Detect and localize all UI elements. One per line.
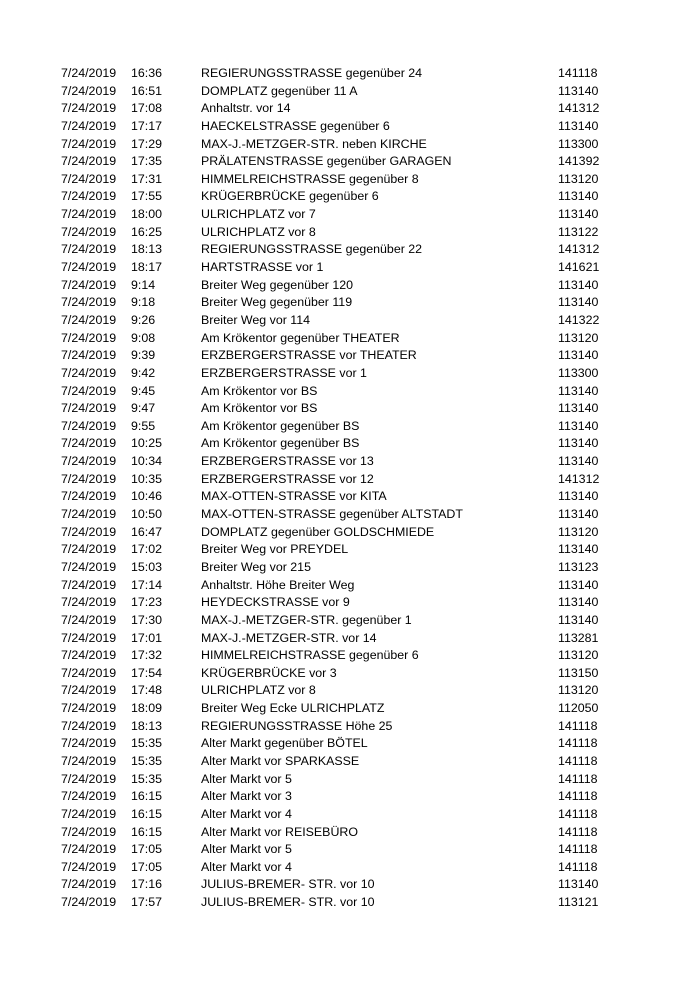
time-cell: 18:17	[131, 260, 163, 275]
location-cell: Alter Markt gegenüber BÖTEL	[201, 736, 368, 751]
location-cell: HEYDECKSTRASSE vor 9	[201, 595, 350, 610]
table-row	[0, 894, 700, 912]
date-cell: 7/24/2019	[61, 242, 117, 257]
date-cell: 7/24/2019	[61, 136, 117, 151]
location-cell: Alter Markt vor 3	[201, 789, 292, 804]
time-cell: 9:14	[131, 277, 156, 292]
date-cell: 7/24/2019	[61, 66, 117, 80]
code-cell: 113120	[558, 524, 599, 539]
code-cell: 112050	[558, 701, 599, 716]
code-cell: 141118	[558, 789, 598, 804]
table-row	[0, 700, 700, 718]
data-table	[0, 65, 700, 912]
location-cell: MAX-OTTEN-STRASSE gegenüber ALTSTADT	[201, 507, 463, 522]
table-row	[0, 718, 700, 736]
table-row	[0, 524, 700, 542]
time-cell: 10:46	[131, 489, 163, 504]
location-cell: REGIERUNGSSTRASSE gegenüber 24	[201, 66, 423, 80]
date-cell: 7/24/2019	[61, 295, 117, 310]
date-cell: 7/24/2019	[61, 753, 117, 768]
time-cell: 15:35	[131, 736, 163, 751]
time-cell: 17:32	[131, 648, 163, 663]
table-row	[0, 347, 700, 365]
code-cell: 141312	[558, 471, 600, 486]
code-cell: 113122	[558, 224, 599, 239]
date-cell: 7/24/2019	[61, 83, 117, 98]
table-row	[0, 735, 700, 753]
date-cell: 7/24/2019	[61, 207, 117, 222]
time-cell: 9:18	[131, 295, 156, 310]
code-cell: 141118	[558, 66, 598, 80]
code-cell: 113140	[558, 612, 599, 627]
code-cell: 141118	[558, 842, 598, 857]
code-cell: 113120	[558, 330, 599, 345]
code-cell: 113121	[558, 895, 599, 910]
code-cell: 113140	[558, 401, 599, 416]
table-row	[0, 365, 700, 383]
date-cell: 7/24/2019	[61, 771, 117, 786]
location-cell: HAECKELSTRASSE gegenüber 6	[201, 118, 390, 133]
location-cell: ERZBERGERSTRASSE vor 12	[201, 471, 374, 486]
code-cell: 113140	[558, 489, 599, 504]
date-cell: 7/24/2019	[61, 895, 117, 910]
date-cell: 7/24/2019	[61, 842, 117, 857]
time-cell: 17:08	[131, 101, 163, 116]
code-cell: 141118	[558, 718, 598, 733]
code-cell: 113140	[558, 507, 599, 522]
code-cell: 113140	[558, 277, 599, 292]
date-cell: 7/24/2019	[61, 101, 117, 116]
time-cell: 17:29	[131, 136, 163, 151]
location-cell: MAX-J.-METZGER-STR. gegenüber 1	[201, 612, 412, 627]
code-cell: 141118	[558, 753, 598, 768]
time-cell: 18:09	[131, 701, 163, 716]
table-row	[0, 171, 700, 189]
location-cell: JULIUS-BREMER- STR. vor 10	[201, 877, 375, 892]
time-cell: 10:50	[131, 507, 163, 522]
date-cell: 7/24/2019	[61, 877, 117, 892]
code-cell: 113140	[558, 877, 599, 892]
time-cell: 15:35	[131, 753, 163, 768]
code-cell: 113140	[558, 577, 599, 592]
location-cell: Breiter Weg gegenüber 119	[201, 295, 353, 310]
time-cell: 17:31	[131, 171, 163, 186]
code-cell: 141118	[558, 736, 598, 751]
date-cell: 7/24/2019	[61, 154, 117, 169]
date-cell: 7/24/2019	[61, 383, 117, 398]
date-cell: 7/24/2019	[61, 789, 117, 804]
code-cell: 113281	[558, 630, 599, 645]
location-cell: Am Krökentor vor BS	[201, 401, 318, 416]
time-cell: 9:45	[131, 383, 156, 398]
table-row	[0, 577, 700, 595]
code-cell: 141118	[558, 859, 598, 874]
date-cell: 7/24/2019	[61, 859, 117, 874]
date-cell: 7/24/2019	[61, 454, 117, 469]
date-cell: 7/24/2019	[61, 312, 117, 327]
table-row	[0, 488, 700, 506]
table-row	[0, 277, 700, 295]
location-cell: Alter Markt vor 5	[201, 842, 292, 857]
table-row	[0, 383, 700, 401]
time-cell: 9:26	[131, 312, 156, 327]
code-cell: 113140	[558, 383, 599, 398]
table-row	[0, 824, 700, 842]
table-row	[0, 136, 700, 154]
code-cell: 113140	[558, 348, 599, 363]
date-cell: 7/24/2019	[61, 330, 117, 345]
date-cell: 7/24/2019	[61, 824, 117, 839]
date-cell: 7/24/2019	[61, 665, 117, 680]
location-cell: DOMPLATZ gegenüber GOLDSCHMIEDE	[201, 524, 435, 539]
code-cell: 141118	[558, 806, 598, 821]
date-cell: 7/24/2019	[61, 736, 117, 751]
table-row	[0, 682, 700, 700]
location-cell: Breiter Weg Ecke ULRICHPLATZ	[201, 701, 385, 716]
location-cell: ERZBERGERSTRASSE vor 13	[201, 454, 374, 469]
code-cell: 113140	[558, 295, 599, 310]
table-row	[0, 65, 700, 83]
location-cell: Alter Markt vor REISEBÜRO	[201, 824, 358, 839]
time-cell: 17:01	[131, 630, 163, 645]
location-cell: Anhaltstr. vor 14	[201, 101, 291, 116]
time-cell: 15:03	[131, 559, 163, 574]
date-cell: 7/24/2019	[61, 224, 117, 239]
table-row	[0, 312, 700, 330]
date-cell: 7/24/2019	[61, 471, 117, 486]
code-cell: 113120	[558, 171, 599, 186]
time-cell: 17:57	[131, 895, 163, 910]
code-cell: 113140	[558, 83, 599, 98]
table-row	[0, 100, 700, 118]
table-row	[0, 806, 700, 824]
location-cell: KRÜGERBRÜCKE vor 3	[201, 665, 337, 680]
code-cell: 141392	[558, 154, 600, 169]
time-cell: 18:13	[131, 718, 163, 733]
code-cell: 113140	[558, 542, 599, 557]
code-cell: 141312	[558, 242, 600, 257]
location-cell: Breiter Weg vor PREYDEL	[201, 542, 349, 557]
date-cell: 7/24/2019	[61, 718, 117, 733]
location-cell: Am Krökentor gegenüber BS	[201, 418, 360, 433]
date-cell: 7/24/2019	[61, 701, 117, 716]
code-cell: 141312	[558, 101, 600, 116]
table-row	[0, 612, 700, 630]
table-row	[0, 506, 700, 524]
table-row	[0, 753, 700, 771]
code-cell: 113140	[558, 118, 599, 133]
location-cell: ULRICHPLATZ vor 8	[201, 224, 316, 239]
location-cell: MAX-J.-METZGER-STR. vor 14	[201, 630, 377, 645]
date-cell: 7/24/2019	[61, 683, 117, 698]
table-row	[0, 665, 700, 683]
date-cell: 7/24/2019	[61, 507, 117, 522]
table-row	[0, 471, 700, 489]
code-cell: 113140	[558, 189, 599, 204]
time-cell: 17:14	[131, 577, 163, 592]
location-cell: ERZBERGERSTRASSE vor THEATER	[201, 348, 417, 363]
code-cell: 113150	[558, 665, 599, 680]
time-cell: 16:15	[131, 789, 163, 804]
time-cell: 17:02	[131, 542, 163, 557]
date-cell: 7/24/2019	[61, 260, 117, 275]
date-cell: 7/24/2019	[61, 365, 117, 380]
code-cell: 113300	[558, 365, 599, 380]
table-row	[0, 400, 700, 418]
date-cell: 7/24/2019	[61, 595, 117, 610]
date-cell: 7/24/2019	[61, 542, 117, 557]
table-row	[0, 153, 700, 171]
date-cell: 7/24/2019	[61, 189, 117, 204]
time-cell: 15:35	[131, 771, 163, 786]
location-cell: Am Krökentor vor BS	[201, 383, 318, 398]
date-cell: 7/24/2019	[61, 118, 117, 133]
date-cell: 7/24/2019	[61, 648, 117, 663]
location-cell: JULIUS-BREMER- STR. vor 10	[201, 895, 375, 910]
code-cell: 113140	[558, 436, 599, 451]
time-cell: 17:48	[131, 683, 163, 698]
time-cell: 9:47	[131, 401, 156, 416]
code-cell: 141118	[558, 771, 598, 786]
table-row	[0, 206, 700, 224]
date-cell: 7/24/2019	[61, 612, 117, 627]
date-cell: 7/24/2019	[61, 277, 117, 292]
location-cell: KRÜGERBRÜCKE gegenüber 6	[201, 189, 379, 204]
time-cell: 17:05	[131, 842, 163, 857]
time-cell: 9:08	[131, 330, 156, 345]
table-row	[0, 859, 700, 877]
time-cell: 16:15	[131, 824, 163, 839]
code-cell: 113140	[558, 207, 599, 222]
code-cell: 113120	[558, 683, 599, 698]
table-row	[0, 418, 700, 436]
location-cell: REGIERUNGSSTRASSE gegenüber 22	[201, 242, 423, 257]
time-cell: 17:30	[131, 612, 163, 627]
table-row	[0, 541, 700, 559]
code-cell: 113300	[558, 136, 599, 151]
table-row	[0, 118, 700, 136]
date-cell: 7/24/2019	[61, 577, 117, 592]
code-cell: 113140	[558, 454, 599, 469]
time-cell: 16:25	[131, 224, 163, 239]
code-cell: 113123	[558, 559, 599, 574]
code-cell: 141621	[558, 260, 600, 275]
table-row	[0, 453, 700, 471]
table-row	[0, 841, 700, 859]
location-cell: Breiter Weg gegenüber 120	[201, 277, 354, 292]
time-cell: 16:51	[131, 83, 163, 98]
location-cell: DOMPLATZ gegenüber 11 A	[201, 83, 358, 98]
location-cell: Anhaltstr. Höhe Breiter Weg	[201, 577, 355, 592]
location-cell: Alter Markt vor 4	[201, 859, 292, 874]
table-row	[0, 771, 700, 789]
location-cell: ULRICHPLATZ vor 8	[201, 683, 316, 698]
location-cell: MAX-OTTEN-STRASSE vor KITA	[201, 489, 387, 504]
location-cell: Alter Markt vor 4	[201, 806, 292, 821]
table-row	[0, 559, 700, 577]
table-row	[0, 294, 700, 312]
time-cell: 17:55	[131, 189, 163, 204]
time-cell: 18:13	[131, 242, 163, 257]
code-cell: 141118	[558, 824, 598, 839]
time-cell: 17:54	[131, 665, 163, 680]
table-row	[0, 259, 700, 277]
date-cell: 7/24/2019	[61, 630, 117, 645]
table-row	[0, 435, 700, 453]
time-cell: 10:25	[131, 436, 163, 451]
table-row	[0, 876, 700, 894]
table-row	[0, 241, 700, 259]
location-cell: Am Krökentor gegenüber BS	[201, 436, 360, 451]
location-cell: Breiter Weg vor 114	[201, 312, 311, 327]
table-row	[0, 330, 700, 348]
date-cell: 7/24/2019	[61, 559, 117, 574]
location-cell: PRÄLATENSTRASSE gegenüber GARAGEN	[201, 154, 452, 169]
location-cell: REGIERUNGSSTRASSE Höhe 25	[201, 718, 393, 733]
date-cell: 7/24/2019	[61, 524, 117, 539]
date-cell: 7/24/2019	[61, 348, 117, 363]
time-cell: 18:00	[131, 207, 163, 222]
table-row	[0, 594, 700, 612]
time-cell: 16:15	[131, 806, 163, 821]
date-cell: 7/24/2019	[61, 436, 117, 451]
date-cell: 7/24/2019	[61, 401, 117, 416]
code-cell: 113140	[558, 595, 599, 610]
time-cell: 17:17	[131, 118, 163, 133]
table-row	[0, 83, 700, 101]
time-cell: 9:42	[131, 365, 156, 380]
time-cell: 9:55	[131, 418, 156, 433]
table-row	[0, 224, 700, 242]
time-cell: 16:36	[131, 66, 163, 80]
time-cell: 17:16	[131, 877, 163, 892]
location-cell: HIMMELREICHSTRASSE gegenüber 6	[201, 648, 419, 663]
location-cell: HIMMELREICHSTRASSE gegenüber 8	[201, 171, 419, 186]
time-cell: 17:35	[131, 154, 163, 169]
date-cell: 7/24/2019	[61, 806, 117, 821]
table-row	[0, 647, 700, 665]
time-cell: 17:05	[131, 859, 163, 874]
location-cell: Am Krökentor gegenüber THEATER	[201, 330, 400, 345]
time-cell: 16:47	[131, 524, 163, 539]
table-row	[0, 788, 700, 806]
time-cell: 10:35	[131, 471, 163, 486]
time-cell: 10:34	[131, 454, 163, 469]
location-cell: ERZBERGERSTRASSE vor 1	[201, 365, 367, 380]
code-cell: 141322	[558, 312, 600, 327]
code-cell: 113140	[558, 418, 599, 433]
location-cell: Breiter Weg vor 215	[201, 559, 311, 574]
date-cell: 7/24/2019	[61, 171, 117, 186]
location-cell: Alter Markt vor SPARKASSE	[201, 753, 360, 768]
location-cell: ULRICHPLATZ vor 7	[201, 207, 316, 222]
location-cell: Alter Markt vor 5	[201, 771, 292, 786]
time-cell: 17:23	[131, 595, 163, 610]
location-cell: HARTSTRASSE vor 1	[201, 260, 324, 275]
time-cell: 9:39	[131, 348, 156, 363]
date-cell: 7/24/2019	[61, 418, 117, 433]
code-cell: 113120	[558, 648, 599, 663]
date-cell: 7/24/2019	[61, 489, 117, 504]
table-row	[0, 188, 700, 206]
location-cell: MAX-J.-METZGER-STR. neben KIRCHE	[201, 136, 427, 151]
table-row	[0, 630, 700, 648]
